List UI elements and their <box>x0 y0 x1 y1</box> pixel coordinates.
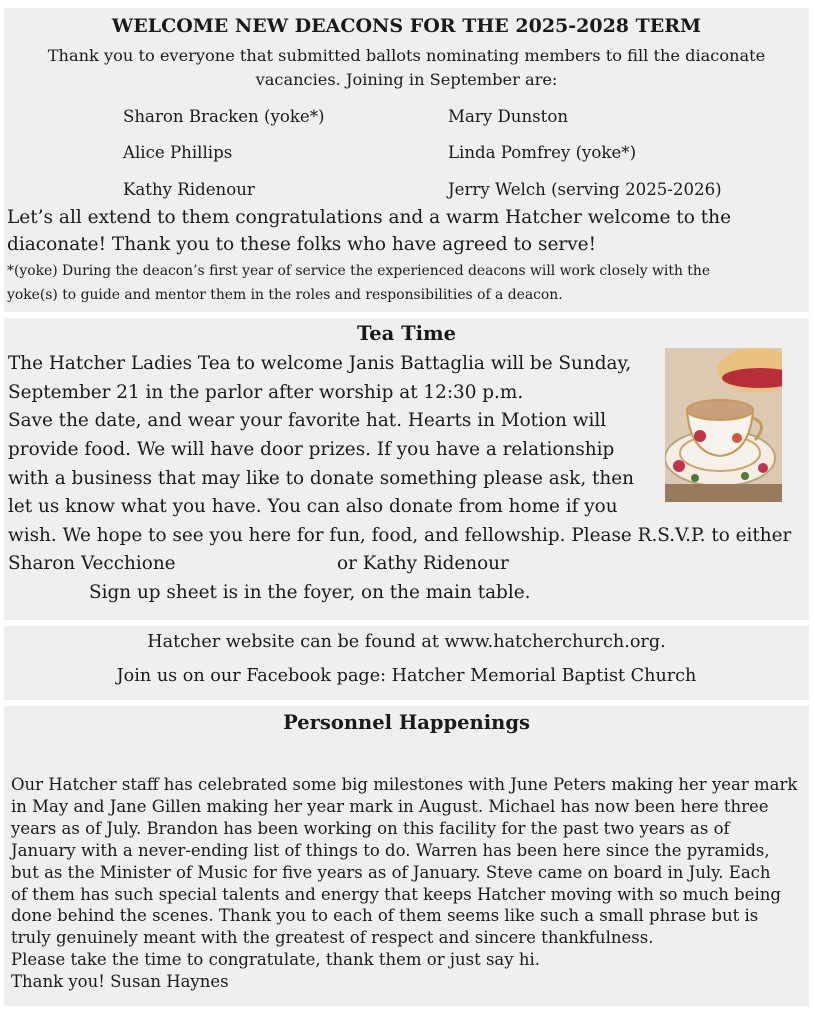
personnel-line: truly genuinely meant with the greatest of respect and sincere thankfulness. <box>11 928 654 947</box>
personnel-line: done behind the scenes. Thank you to each of them seems like such a small phrase but is <box>11 906 759 925</box>
deacons-intro: Thank you to everyone that submitted ballots nominating members to fill the diaconate vacancies. Joining in September are: <box>47 46 766 89</box>
tea-line: wish. We hope to see you here for fun, food, and fellowship. Please R.S.V.P. to either <box>8 525 792 546</box>
deacon-name: Linda Pomfrey (yoke*) <box>448 143 637 162</box>
personnel-line: Our Hatcher staff has celebrated some big milestones with June Peters making her year mark <box>11 775 798 794</box>
personnel-line: Please take the time to congratulate, thank them or just say hi. <box>11 950 540 969</box>
tea-line: The Hatcher Ladies Tea to welcome Janis Battaglia will be Sunday, <box>8 353 632 374</box>
personnel-line: in May and Jane Gillen making her year mark in August. Michael has now been here three <box>11 797 769 816</box>
deacons-section <box>4 8 809 312</box>
church-links-section <box>4 626 809 700</box>
tea-line: Save the date, and wear your favorite hat. Hearts in Motion will <box>8 410 607 431</box>
tea-line: or Kathy Ridenour <box>337 553 509 574</box>
footnote-line: yoke(s) to guide and mentor them in the roles and responsibilities of a deacon. <box>7 287 563 303</box>
tea-line: let us know what you have. You can also donate from home if you <box>8 496 618 517</box>
personnel-signoff: Thank you! Susan Haynes <box>11 972 229 991</box>
tea-section <box>4 318 809 620</box>
tea-title: Tea Time <box>356 322 457 345</box>
tea-line: provide food. We will have door prizes. If you have a relationship <box>8 439 615 460</box>
personnel-title: Personnel Happenings <box>283 711 530 734</box>
welcome-line: diaconate! Thank you to these folks who have agreed to serve! <box>7 234 597 255</box>
tea-line: September 21 in the parlor after worship at 12:30 p.m. <box>8 382 524 403</box>
deacons-title: WELCOME NEW DEACONS FOR THE 2025-2028 TERM <box>111 15 702 37</box>
website-text: Hatcher website can be found at www.hatcherchurch.org. <box>147 632 666 652</box>
tea-line: with a business that may like to donate something please ask, then <box>8 468 634 489</box>
personnel-line: years as of July. Brandon has been working on this facility for the past two years as of <box>11 819 730 838</box>
personnel-line: January with a never-ending list of things to do. Warren has been here since the pyramids, <box>11 841 770 860</box>
personnel-line: but as the Minister of Music for five years as of January. Steve came on board in July. Each <box>11 863 771 882</box>
deacon-name: Kathy Ridenour <box>123 180 255 199</box>
tea-cup-photo <box>665 348 782 502</box>
tea-line: Sharon Vecchione <box>8 553 176 574</box>
deacon-name: Alice Phillips <box>123 143 233 162</box>
facebook-text: Join us on our Facebook page: Hatcher Memorial Baptist Church <box>116 666 697 686</box>
personnel-line: of them has such special talents and energy that keeps Hatcher moving with so much being <box>11 885 781 904</box>
deacon-name: Jerry Welch (serving 2025-2026) <box>448 180 722 199</box>
deacon-name: Mary Dunston <box>448 107 569 126</box>
footnote-line: *(yoke) During the deacon’s first year of service the experienced deacons will work closely with the <box>7 263 711 279</box>
deacon-name: Sharon Bracken (yoke*) <box>123 107 325 126</box>
welcome-line: Let’s all extend to them congratulations and a warm Hatcher welcome to the <box>7 207 732 228</box>
tea-line: Sign up sheet is in the foyer, on the main table. <box>89 582 531 603</box>
personnel-section <box>4 706 809 1006</box>
